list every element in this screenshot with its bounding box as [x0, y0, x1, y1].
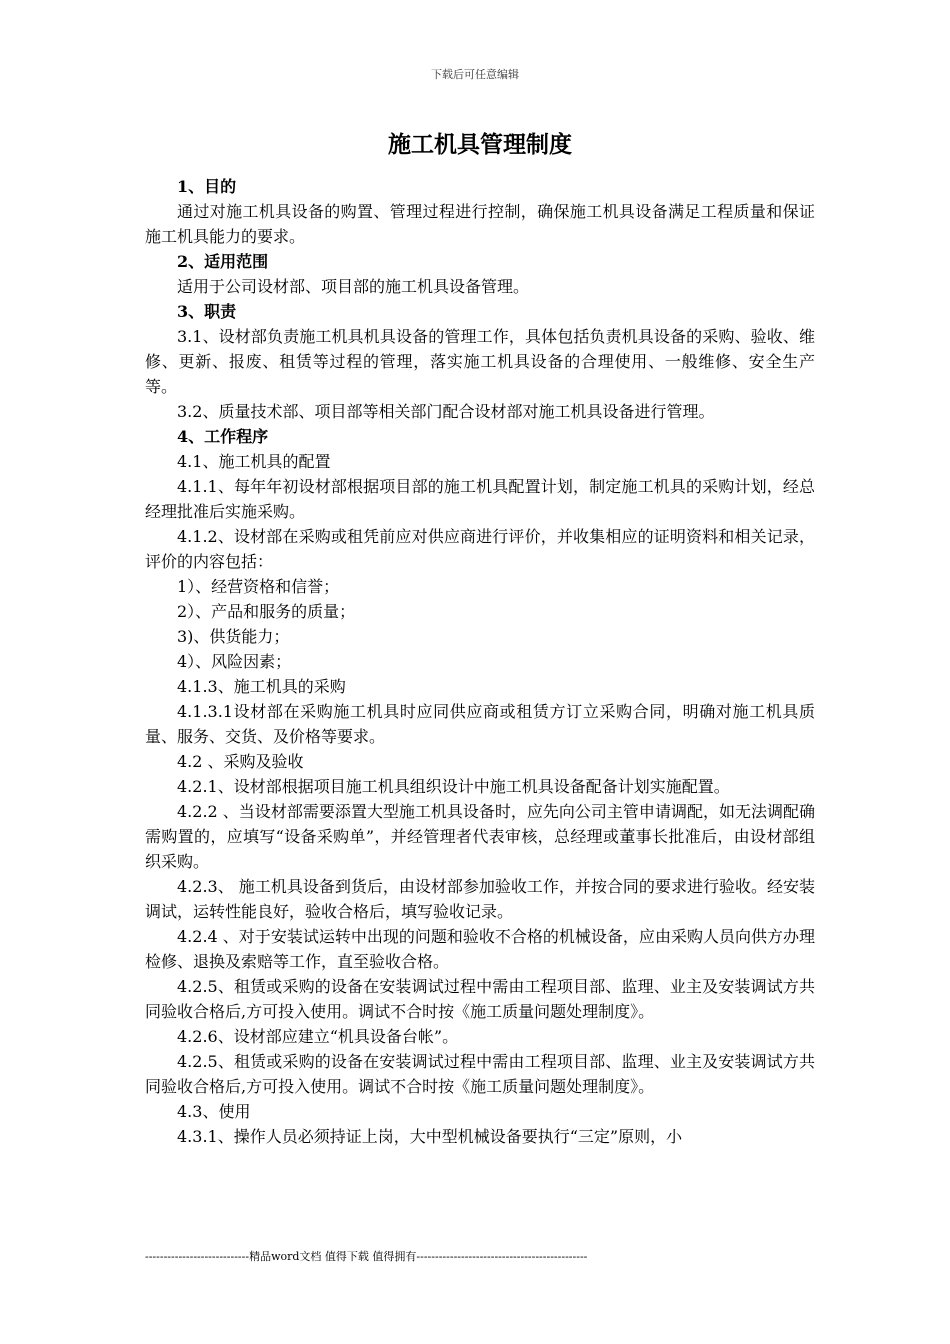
paragraph: 3.1、设材部负责施工机具机具设备的管理工作，具体包括负责机具设备的采购、验收、维修、更新、报废、租赁等过程的管理，落实施工机具设备的合理使用、一般维修、安全生产等。 — [145, 327, 815, 396]
paragraph: 4.2 、采购及验收 — [177, 752, 304, 771]
paragraph: 4.1、施工机具的配置 — [177, 452, 331, 471]
document-title: 施工机具管理制度 — [388, 131, 572, 158]
paragraph: 4.1.3.1设材部在采购施工机具时应同供应商或租赁方订立采购合同，明确对施工机具质量、服务、交货、及价格等要求。 — [145, 702, 815, 746]
paragraph: 3.2、质量技术部、项目部等相关部门配合设材部对施工机具设备进行管理。 — [177, 402, 715, 421]
page-header-note: 下载后可任意编辑 — [431, 68, 519, 81]
paragraph: 4.1.3、施工机具的采购 — [177, 677, 346, 696]
page-footer: ----------------------------精品word文档 值得下载 值得拥有---------------------------------------------- — [145, 1250, 588, 1263]
paragraph: 4.2.5、租赁或采购的设备在安装调试过程中需由工程项目部、监理、业主及安装调试方共同验收合格后,方可投入使用。调试不合时按《施工质量问题处理制度》。 — [145, 977, 815, 1021]
paragraph: 4.2.3、 施工机具设备到货后，由设材部参加验收工作，并按合同的要求进行验收。经安装调试，运转性能良好，验收合格后，填写验收记录。 — [145, 877, 815, 921]
paragraph: 4.2.6、设材部应建立“机具设备台帐”。 — [177, 1027, 459, 1046]
paragraph: 适用于公司设材部、项目部的施工机具设备管理。 — [177, 277, 530, 296]
paragraph: 4.3、使用 — [177, 1102, 251, 1121]
paragraph: 3)、供货能力； — [177, 627, 290, 646]
paragraph: 4.2.2 、当设材部需要添置大型施工机具设备时，应先向公司主管申请调配，如无法调配确需购置的，应填写“设备采购单”，并经管理者代表审核，总经理或董事长批准后，由设材部组织采购。 — [145, 802, 815, 871]
section-heading: 2、适用范围 — [177, 252, 269, 271]
paragraph-list — [145, 174, 815, 1149]
paragraph: 通过对施工机具设备的购置、管理过程进行控制，确保施工机具设备满足工程质量和保证施工机具能力的要求。 — [145, 202, 815, 246]
paragraph: 4）、风险因素； — [177, 652, 292, 671]
paragraph: 1）、经营资格和信誉； — [177, 577, 340, 596]
paragraph: 4.2.5、租赁或采购的设备在安装调试过程中需由工程项目部、监理、业主及安装调试方共同验收合格后,方可投入使用。调试不合时按《施工质量问题处理制度》。 — [145, 1052, 815, 1096]
paragraph: 2）、产品和服务的质量； — [177, 602, 356, 621]
section-heading: 4、工作程序 — [177, 427, 269, 446]
paragraph: 4.2.4 、对于安装试运转中出现的问题和验收不合格的机械设备，应由采购人员向供方办理检修、退换及索赔等工作，直至验收合格。 — [145, 927, 815, 971]
section-heading: 3、职责 — [177, 302, 237, 321]
document-body — [145, 128, 815, 1149]
paragraph: 4.1.1、每年年初设材部根据项目部的施工机具配置计划，制定施工机具的采购计划，经总经理批准后实施采购。 — [145, 477, 815, 521]
paragraph: 4.1.2、设材部在采购或租凭前应对供应商进行评价，并收集相应的证明资料和相关记录，评价的内容包括： — [145, 527, 815, 571]
paragraph: 4.3.1、操作人员必须持证上岗，大中型机械设备要执行“三定”原则，小 — [177, 1127, 683, 1146]
section-heading: 1、目的 — [177, 177, 237, 196]
paragraph: 4.2.1、设材部根据项目施工机具组织设计中施工机具设备配备计划实施配置。 — [177, 777, 730, 796]
